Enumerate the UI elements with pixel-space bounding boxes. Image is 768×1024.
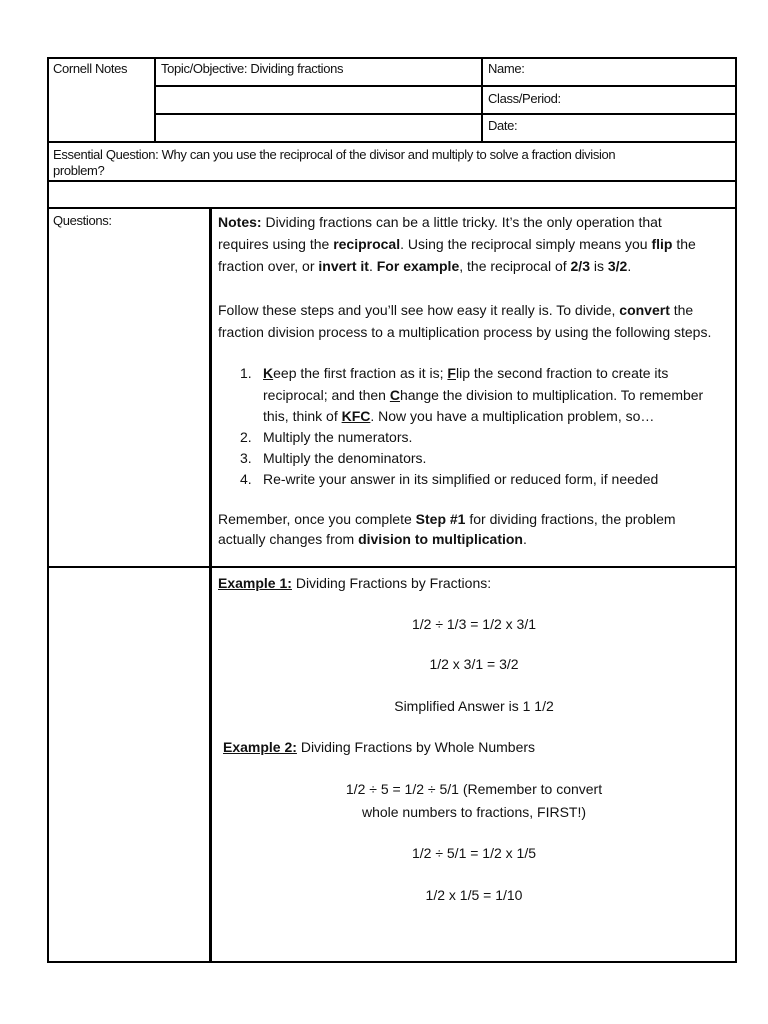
step-text: hange the division to multiplication. To remember: [399, 387, 704, 403]
step-1-line-1: [263, 362, 668, 384]
notes-paragraph-1-line-3: [218, 255, 631, 277]
example-1-equation-2: 1/2 x 3/1 = 3/2: [429, 656, 519, 672]
topic-objective-label: Topic/Objective: Dividing fractions: [161, 61, 344, 76]
notes-text: .: [522, 531, 527, 547]
example-1-equation-1: 1/2 ÷ 1/3 = 1/2 x 3/1: [411, 616, 537, 632]
notes-paragraph-2-line-2: fraction division process to a multiplication process by using the following steps.: [218, 324, 712, 340]
name-field-label: Name:: [488, 61, 525, 76]
example-2-equation-2: 1/2 ÷ 5/1 = 1/2 x 1/5: [411, 845, 537, 861]
step-1-number: 1.: [240, 365, 252, 381]
header-col-divider-2: [481, 57, 483, 142]
notes-text: , the reciprocal of: [459, 258, 571, 274]
example-1-answer: Simplified Answer is 1 1/2: [394, 698, 554, 714]
kfc-letter-f: F: [447, 365, 456, 381]
example-2-equation-1-line-2: whole numbers to fractions, FIRST!): [361, 804, 587, 820]
notes-paragraph-1-line-2: [218, 233, 696, 255]
notes-bottom-line: [47, 566, 737, 568]
example-2-heading: [223, 736, 535, 758]
notes-paragraph-3-line-1: [218, 508, 676, 530]
notes-text: .: [627, 258, 632, 274]
notes-bold-term: For example: [376, 258, 460, 274]
step-text: this, think of: [263, 408, 342, 424]
step-4-text: Re-write your answer in its simplified or reduced form, if needed: [263, 471, 659, 487]
example-2-equation-3: 1/2 x 1/5 = 1/10: [425, 887, 523, 903]
notes-paragraph-1-line-1: [218, 211, 662, 233]
step-2-text: Multiply the numerators.: [263, 429, 413, 445]
notes-text: Follow these steps and you’ll see how easy it really is. To divide,: [218, 302, 620, 318]
notes-text: Remember, once you complete: [218, 511, 416, 527]
notes-bold-term: Step #1: [415, 511, 466, 527]
essential-question-line-1: Essential Question: Why can you use the reciprocal of the divisor and multiply to solve a fraction division: [53, 147, 616, 162]
example-1-heading: [218, 572, 491, 594]
step-4-number: 4.: [240, 471, 252, 487]
notes-text: Dividing fractions can be a little tricky. It’s the only operation that: [261, 214, 662, 230]
blank-row-bottom-line: [47, 207, 737, 209]
essential-question-line-2: problem?: [53, 163, 105, 178]
notes-text: actually changes from: [218, 531, 359, 547]
notes-text: is: [589, 258, 608, 274]
notes-text: .: [368, 258, 377, 274]
step-1-line-2: [263, 384, 703, 406]
notes-text: fraction over, or: [218, 258, 319, 274]
notes-paragraph-2-line-1: [218, 299, 693, 321]
step-1-line-3: [263, 405, 654, 427]
example-1-title: Example 1:: [218, 575, 292, 591]
date-field-label: Date:: [488, 118, 518, 133]
header-bottom-line: [47, 141, 737, 143]
step-text: eep the first fraction as it is;: [273, 365, 448, 381]
notes-text: the: [669, 302, 694, 318]
class-period-field-label: Class/Period:: [488, 91, 561, 106]
notes-bold-term: flip: [651, 236, 673, 252]
questions-label: Questions:: [53, 213, 112, 228]
step-text: . Now you have a multiplication problem, so…: [370, 408, 655, 424]
kfc-acronym: KFC: [341, 408, 371, 424]
header-col-divider-1: [154, 57, 156, 142]
header-row-line-1: [154, 85, 737, 87]
example-2-equation-1-line-1: 1/2 ÷ 5 = 1/2 ÷ 5/1 (Remember to convert: [345, 781, 603, 797]
notes-bold-term: reciprocal: [333, 236, 401, 252]
notes-paragraph-3-line-2: [218, 528, 527, 550]
table-right-border: [735, 57, 737, 963]
notes-bold-term: 2/3: [570, 258, 590, 274]
eq-bottom-line: [47, 180, 737, 182]
table-bottom-border: [47, 961, 737, 963]
step-3-number: 3.: [240, 450, 252, 466]
notes-bold-term: convert: [619, 302, 670, 318]
notes-text: for dividing fractions, the problem: [465, 511, 676, 527]
notes-text: requires using the: [218, 236, 334, 252]
notes-bold-term: division to multiplication: [358, 531, 523, 547]
notes-bold-term: invert it: [318, 258, 369, 274]
notes-heading: Notes:: [218, 214, 262, 230]
kfc-letter-k: K: [263, 365, 274, 381]
table-left-border: [47, 57, 49, 963]
kfc-letter-c: C: [389, 387, 400, 403]
example-2-description: Dividing Fractions by Whole Numbers: [296, 739, 536, 755]
step-text: lip the second fraction to create its: [455, 365, 669, 381]
header-row-line-2: [154, 113, 737, 115]
example-1-description: Dividing Fractions by Fractions:: [291, 575, 492, 591]
step-3-text: Multiply the denominators.: [263, 450, 427, 466]
example-2-title: Example 2:: [223, 739, 297, 755]
cornell-notes-label: Cornell Notes: [53, 61, 128, 76]
step-text: reciprocal; and then: [263, 387, 390, 403]
notes-text: . Using the reciprocal simply means you: [400, 236, 652, 252]
step-2-number: 2.: [240, 429, 252, 445]
notes-text: the: [672, 236, 696, 252]
notes-bold-term: 3/2: [607, 258, 628, 274]
table-top-border: [47, 57, 737, 59]
